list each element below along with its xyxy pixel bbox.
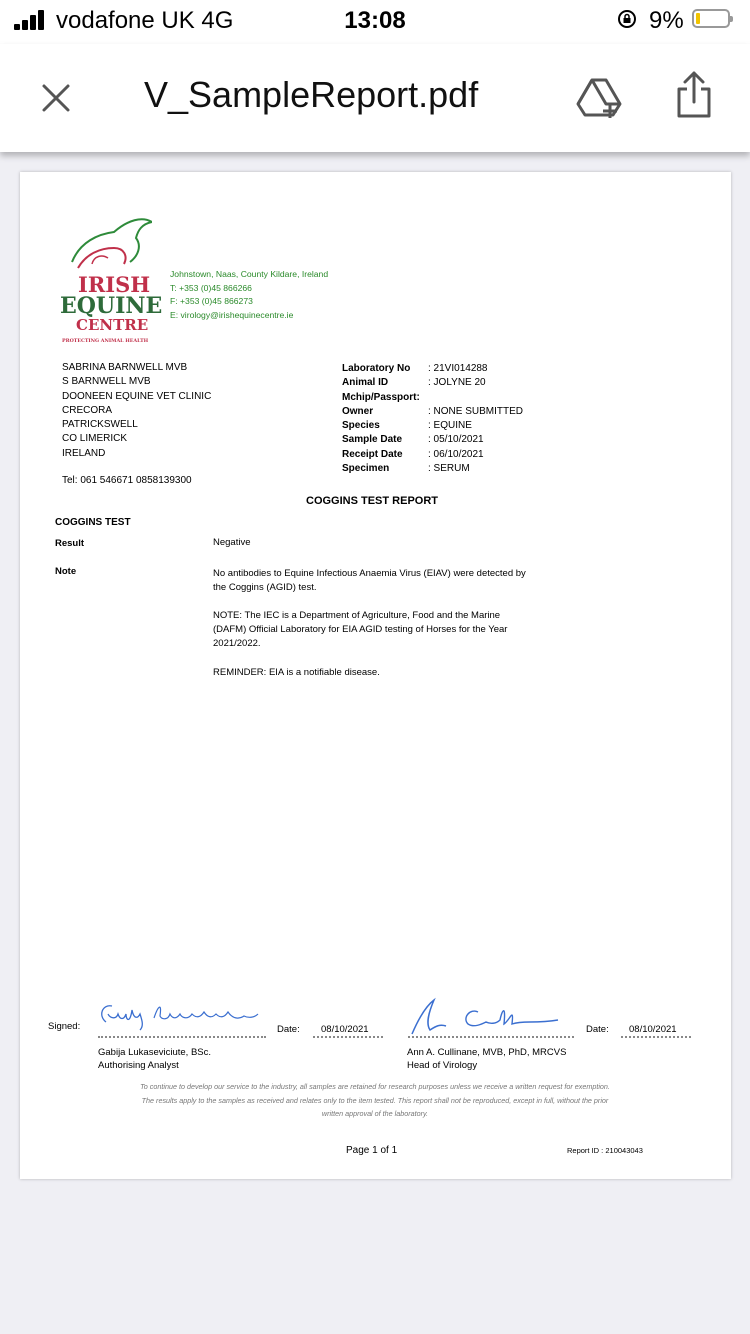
analyst-name: Gabija Lukaseviciute, BSc. — [98, 1047, 212, 1058]
logo-text-irish: IRISH — [78, 272, 151, 297]
disclaimer-line: The results apply to the samples as received and relates only to the item tested. This report shall not be reproduced, except in full, without the prior — [141, 1095, 609, 1105]
logo-text-equine: EQUINE — [60, 293, 163, 319]
address-line: DOONEEN EQUINE VET CLINIC — [62, 390, 212, 402]
detail-label: Mchip/Passport: — [342, 391, 420, 403]
recipient-address — [62, 361, 211, 461]
detail-value: : 21VI014288 — [428, 363, 488, 374]
logo-tagline: PROTECTING ANIMAL HEALTH — [62, 338, 149, 344]
contact-fax: F: +353 (0)45 866273 — [170, 296, 253, 306]
carrier-label: vodafone UK 4G — [56, 7, 234, 34]
date-label-analyst: Date: — [277, 1024, 300, 1035]
date-analyst: 08/10/2021 — [321, 1024, 369, 1035]
report-id: Report ID : 210043043 — [567, 1146, 643, 1155]
note-line: the Coggins (AGID) test. — [213, 582, 317, 593]
note-line: 2021/2022. — [213, 638, 261, 649]
detail-value: : NONE SUBMITTED — [428, 405, 524, 417]
detail-label: Receipt Date — [342, 448, 403, 460]
contact-address: Johnstown, Naas, County Kildare, Ireland — [170, 269, 329, 279]
page-number: Page 1 of 1 — [346, 1145, 398, 1156]
battery-percent: 9% — [649, 7, 684, 34]
address-line: PATRICKSWELL — [62, 419, 138, 431]
detail-label: Owner — [342, 405, 374, 417]
detail-label: Specimen — [342, 463, 390, 475]
close-icon[interactable] — [38, 80, 74, 116]
note-text — [213, 567, 526, 595]
note-label: Note — [55, 566, 77, 577]
lab-contact — [170, 268, 328, 322]
document-title: V_SampleReport.pdf — [144, 74, 479, 115]
section-title: COGGINS TEST — [55, 517, 131, 528]
note-line: No antibodies to Equine Infectious Anaemia Virus (EIAV) were detected by — [213, 568, 526, 579]
disclaimer — [80, 1080, 670, 1121]
detail-label: Sample Date — [342, 434, 403, 446]
note-line: (DAFM) Official Laboratory for EIA AGID testing of Horses for the Year — [213, 624, 508, 635]
signed-label: Signed: — [48, 1021, 81, 1032]
dafm-note — [213, 609, 507, 651]
note-line: NOTE: The IEC is a Department of Agriculture, Food and the Marine — [213, 610, 501, 621]
pdf-page — [20, 172, 731, 1179]
detail-value — [428, 391, 523, 405]
battery-icon — [692, 9, 730, 28]
disclaimer-line: To continue to develop our service to the industry, all samples are retained for research purposes unless we receive a written request for exemption. — [140, 1082, 610, 1091]
result-value: Negative — [213, 537, 251, 548]
date-line — [313, 1036, 383, 1038]
address-line: IRELAND — [62, 447, 106, 459]
detail-label: Species — [342, 420, 380, 432]
reminder: REMINDER: EIA is a notifiable disease. — [213, 667, 380, 678]
viewer-toolbar — [0, 44, 750, 152]
share-icon[interactable] — [674, 70, 714, 120]
lab-details-values — [428, 362, 523, 476]
date-head: 08/10/2021 — [629, 1024, 677, 1035]
recipient-tel: Tel: 061 546671 0858139300 — [62, 475, 192, 486]
address-line: SABRINA BARNWELL MVB — [62, 362, 188, 373]
address-line: S BARNWELL MVB — [62, 376, 151, 388]
signature-analyst — [96, 998, 268, 1032]
detail-value: : EQUINE — [428, 420, 472, 432]
date-line — [621, 1036, 691, 1038]
horse-logo-icon — [68, 212, 152, 270]
date-label-head: Date: — [586, 1024, 609, 1035]
disclaimer-line: written approval of the laboratory. — [321, 1109, 429, 1118]
signature-line — [98, 1036, 266, 1038]
detail-label: Animal ID — [342, 377, 389, 389]
head-name: Ann A. Cullinane, MVB, PhD, MRCVS — [407, 1047, 567, 1058]
logo-text-centre: CENTRE — [76, 316, 149, 334]
address-line: CRECORA — [62, 404, 113, 416]
detail-value: : 05/10/2021 — [428, 434, 484, 446]
signature-head — [406, 996, 566, 1036]
clock: 13:08 — [344, 7, 406, 34]
signature-line — [408, 1036, 574, 1038]
result-label: Result — [55, 538, 85, 549]
lab-details-labels — [342, 362, 420, 476]
add-to-drive-icon[interactable] — [576, 74, 622, 120]
contact-email: E: virology@irishequinecentre.ie — [170, 309, 294, 320]
analyst-role: Authorising Analyst — [98, 1060, 179, 1071]
rotation-lock-icon — [617, 9, 637, 29]
detail-value: : SERUM — [428, 463, 470, 475]
detail-value: : JOLYNE 20 — [428, 377, 486, 389]
detail-value: : 06/10/2021 — [428, 448, 484, 460]
head-role: Head of Virology — [407, 1060, 478, 1071]
irish-equine-centre-logo — [60, 212, 164, 347]
detail-label: Laboratory No — [342, 363, 411, 374]
address-line: CO LIMERICK — [62, 433, 128, 445]
report-title: COGGINS TEST REPORT — [306, 495, 439, 507]
contact-phone: T: +353 (0)45 866266 — [170, 282, 252, 293]
status-bar — [0, 0, 750, 44]
